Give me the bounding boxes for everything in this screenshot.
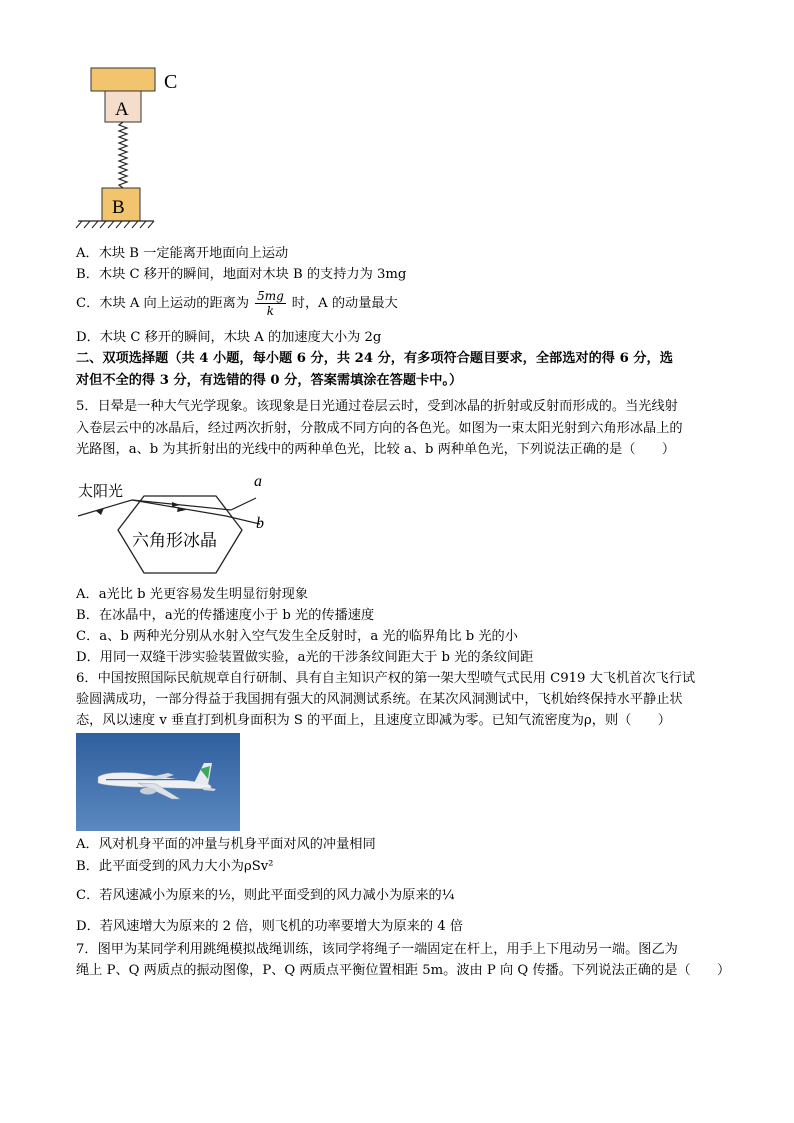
hexagon-crystal-figure xyxy=(76,464,286,584)
q4-option-d: D．木块 C 移开的瞬间，木块 A 的加速度大小为 2g xyxy=(76,330,382,345)
label-b: B xyxy=(112,197,125,218)
q5-stem-line2: 入卷层云中的冰晶后，经过两次折射，分散成不同方向的各色光。如图为一束太阳光射到六角形冰晶上的 xyxy=(76,421,683,436)
spring xyxy=(119,122,127,188)
label-b-ray: b xyxy=(256,515,264,532)
q5-option-c: C．a、b 两种光分别从水射入空气发生全反射时，a 光的临界角比 b 光的小 xyxy=(76,629,518,644)
section2-heading-line1: 二、双项选择题（共 4 小题，每小题 6 分，共 24 分，有多项符合题目要求，全部选对的得 6 分，选 xyxy=(76,351,673,366)
q4-option-c xyxy=(76,289,398,318)
q4-option-b: B．木块 C 移开的瞬间，地面对木块 B 的支持力为 3mg xyxy=(76,267,407,282)
q6-stem-line1: 6．中国按照国际民航规章自行研制、具有自主知识产权的第一架大型喷气式民用 C919 大飞机首次飞行试 xyxy=(76,671,696,686)
q5-option-d: D．用同一双缝干涉实验装置做实验，a光的干涉条纹间距大于 b 光的条纹间距 xyxy=(76,650,534,665)
label-hex-crystal: 六角形冰晶 xyxy=(132,531,217,551)
label-sunlight: 太阳光 xyxy=(78,482,124,500)
ray-a xyxy=(231,498,256,510)
q4-option-c-text: C．木块 A 向上运动的距离为 xyxy=(76,296,250,311)
q5-option-a: A．a光比 b 光更容易发生明显衍射现象 xyxy=(76,587,309,602)
spring-block-figure xyxy=(70,64,190,234)
q4-option-a: A．木块 B 一定能离开地面向上运动 xyxy=(76,246,289,261)
q6-option-a: A．风对机身平面的冲量与机身平面对风的冲量相同 xyxy=(76,837,376,852)
block-c xyxy=(91,68,155,91)
c919-airplane-photo xyxy=(76,733,240,831)
q5-stem-line1: 5．日晕是一种大气光学现象。该现象是日光通过卷层云时，受到冰晶的折射或反射而形成的。当光线射 xyxy=(76,399,678,414)
q6-stem-line3: 态，风以速度 v 垂直打到机身面积为 S 的平面上，且速度立即减为零。已知气流密度为ρ，则（ ） xyxy=(76,713,671,728)
section2-heading-line2: 对但不全的得 3 分，有选错的得 0 分，答案需填涂在答题卡中。） xyxy=(76,373,463,388)
label-c: C xyxy=(164,71,178,93)
incident-ray xyxy=(78,500,132,516)
q6-option-b: B．此平面受到的风力大小为ρSv² xyxy=(76,859,274,874)
q6-option-c: C．若风速减小为原来的½，则此平面受到的风力减小为原来的¼ xyxy=(76,888,455,903)
q6-stem-line2: 验圆满成功，一部分得益于我国拥有强大的风洞测试系统。在某次风洞测试中，飞机始终保持水平静止状 xyxy=(76,692,683,707)
label-a: A xyxy=(115,99,129,120)
label-a-ray: a xyxy=(254,473,262,490)
fraction-5mg-over-k: $\frac{5mg}{k}$ xyxy=(257,289,284,318)
q7-stem-line2: 绳上 P、Q 两质点的振动图像，P、Q 两质点平衡位置相距 5m。波由 P 向 Q 传播。下列说法正确的是（ ） xyxy=(76,963,731,978)
ray-b xyxy=(226,516,260,524)
q5-stem-line3: 光路图，a、b 为其折射出的光线中的两种单色光，比较 a、b 两种单色光，下列说法正确的是（ ） xyxy=(76,442,676,457)
q5-option-b: B．在冰晶中，a光的传播速度小于 b 光的传播速度 xyxy=(76,608,375,623)
q7-stem-line1: 7．图甲为某同学利用跳绳模拟战绳训练，该同学将绳子一端固定在杆上，用手上下甩动另一端。图乙为 xyxy=(76,942,678,957)
q4-option-c-tail: 时，A 的动量最大 xyxy=(291,296,398,311)
q6-option-d: D．若风速增大为原来的 2 倍，则飞机的功率要增大为原来的 4 倍 xyxy=(76,919,463,934)
